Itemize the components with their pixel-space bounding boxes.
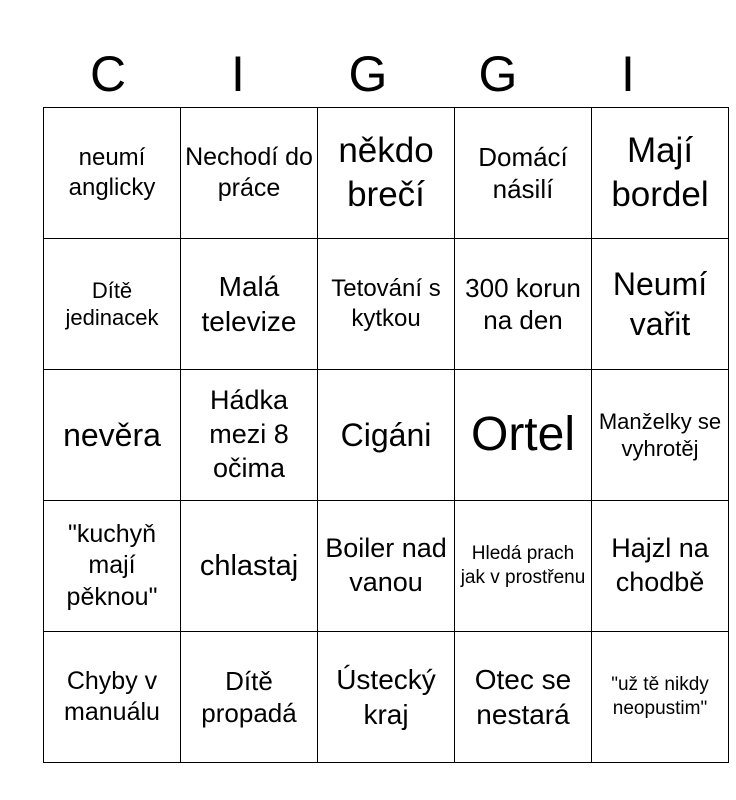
bingo-cell[interactable]: Hajzl na chodbě (592, 501, 729, 632)
bingo-cell[interactable]: Hádka mezi 8 očima (181, 370, 318, 501)
bingo-cell[interactable]: chlastaj (181, 501, 318, 632)
bingo-title (43, 40, 693, 108)
bingo-row (44, 108, 729, 239)
bingo-cell[interactable]: Ústecký kraj (318, 632, 455, 763)
bingo-row (44, 239, 729, 370)
title-letter: C (89, 46, 127, 102)
bingo-cell[interactable]: Mají bordel (592, 108, 729, 239)
bingo-cell[interactable]: 300 korun na den (455, 239, 592, 370)
bingo-cell[interactable]: Chyby v manuálu (44, 632, 181, 763)
bingo-cell[interactable]: Dítě jedinacek (44, 239, 181, 370)
bingo-row (44, 501, 729, 632)
bingo-cell[interactable]: Boiler nad vanou (318, 501, 455, 632)
bingo-grid (43, 107, 729, 763)
bingo-cell[interactable]: Cigáni (318, 370, 455, 501)
bingo-cell[interactable]: někdo brečí (318, 108, 455, 239)
bingo-cell[interactable]: "už tě nikdy neopustim" (592, 632, 729, 763)
bingo-cell[interactable]: Domácí násilí (455, 108, 592, 239)
bingo-row (44, 632, 729, 763)
bingo-cell[interactable]: Hledá prach jak v prostřenu (455, 501, 592, 632)
bingo-row (44, 370, 729, 501)
bingo-cell[interactable]: nevěra (44, 370, 181, 501)
bingo-cell[interactable]: Tetování s kytkou (318, 239, 455, 370)
bingo-cell[interactable]: Manželky se vyhrotěj (592, 370, 729, 501)
title-letter: G (478, 46, 518, 102)
bingo-cell[interactable]: Dítě propadá (181, 632, 318, 763)
bingo-cell[interactable]: Otec se nestará (455, 632, 592, 763)
bingo-cell[interactable]: "kuchyň mají pěknou" (44, 501, 181, 632)
title-letter: I (621, 46, 635, 102)
bingo-cell[interactable]: Ortel (455, 370, 592, 501)
bingo-cell[interactable]: Malá televize (181, 239, 318, 370)
bingo-cell[interactable]: neumí anglicky (44, 108, 181, 239)
bingo-cell[interactable]: Neumí vařit (592, 239, 729, 370)
title-letter: I (231, 46, 245, 102)
bingo-cell[interactable]: Nechodí do práce (181, 108, 318, 239)
title-letter: G (348, 46, 388, 102)
